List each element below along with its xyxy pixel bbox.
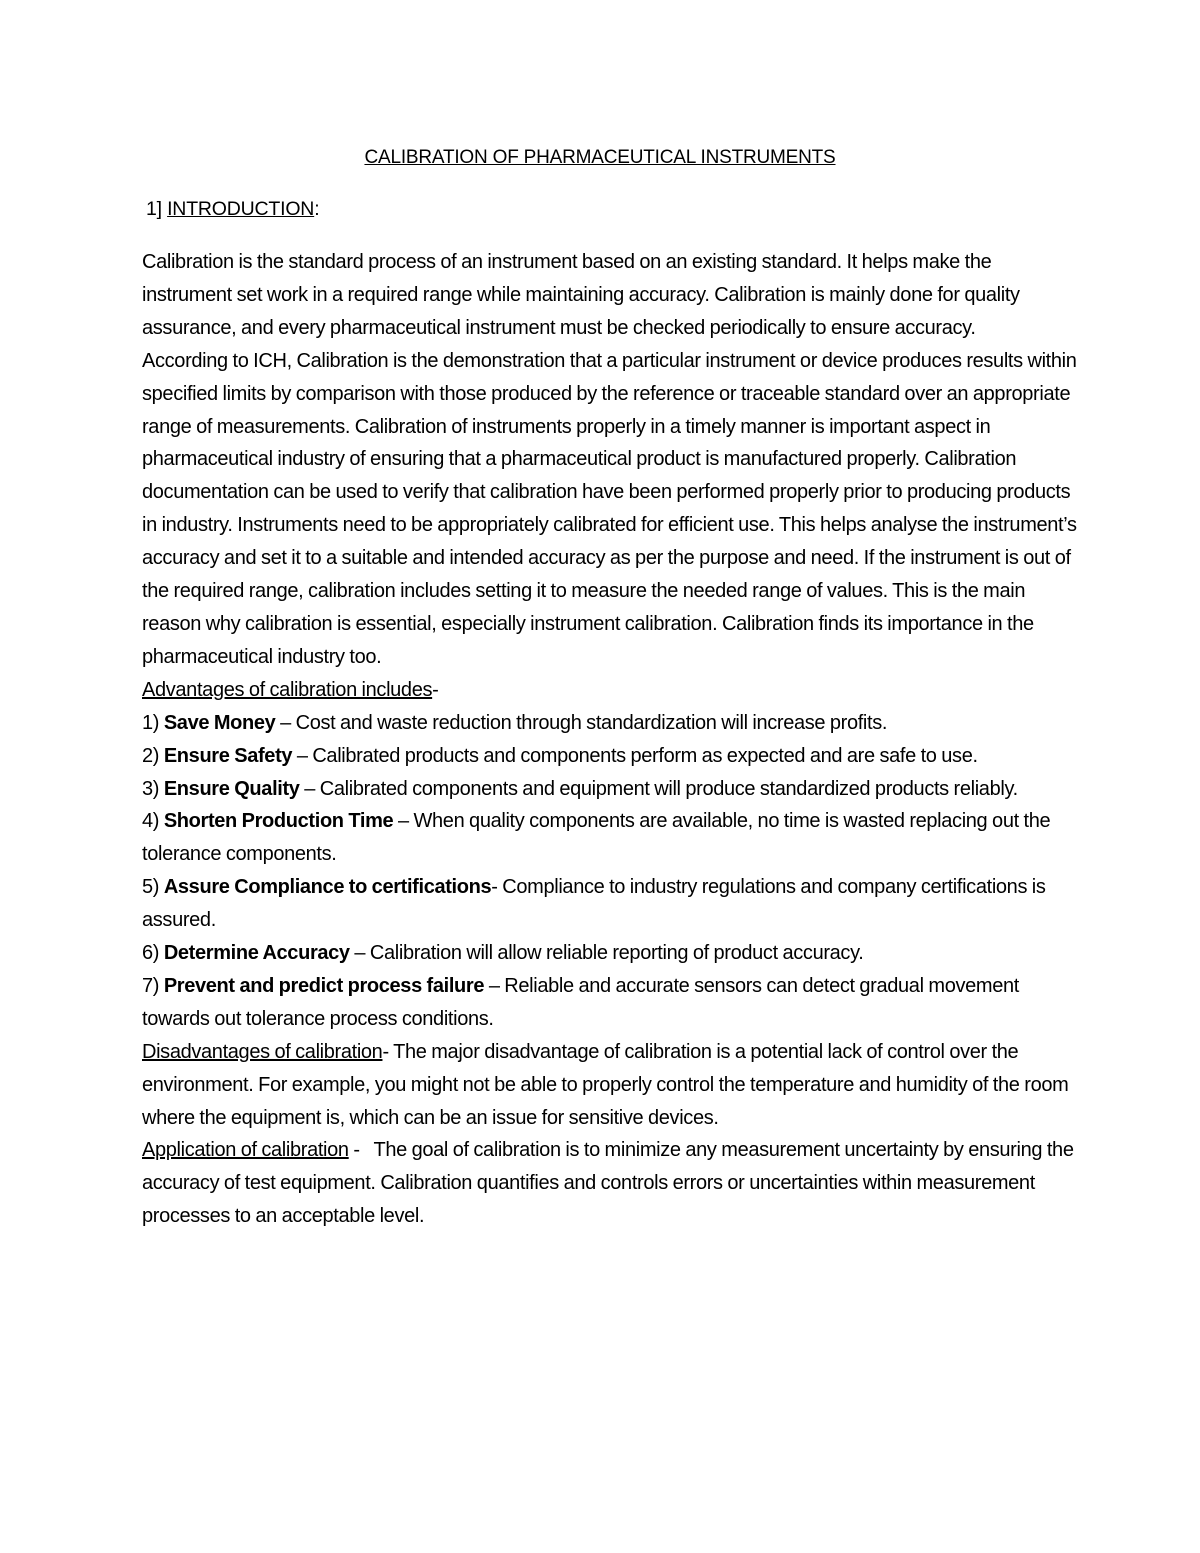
application-paragraph <box>142 1134 1082 1233</box>
advantage-text: – Calibrated products and components perform as expected and are safe to use. <box>292 744 978 767</box>
application-text: - The goal of calibration is to minimize any measurement uncertainty by ensuring the accuracy of test equipment. Calibration quantifies and controls errors or uncertainties within measurement processes to an acceptable level. <box>142 1139 1079 1228</box>
advantage-item <box>142 805 1082 871</box>
advantage-label: Determine Accuracy <box>163 942 350 965</box>
advantage-item <box>142 970 1082 1036</box>
advantage-label: Shorten Production Time <box>163 810 394 833</box>
advantage-text: – Reliable and accurate sensors can detect gradual movement towards out tolerance process conditions. <box>142 974 1019 1030</box>
advantage-text: – Calibrated components and equipment will produce standardized products reliably. <box>299 777 1018 800</box>
section-number: 1] <box>146 198 162 220</box>
advantage-text: – Calibration will allow reliable reporting of product accuracy. <box>349 942 864 965</box>
advantage-number: 3) <box>142 777 160 800</box>
advantage-item <box>142 707 1082 740</box>
advantage-item <box>142 740 1082 773</box>
intro-paragraph: Calibration is the standard process of an instrument based on an existing standard. It helps make the instrument set work in a required range while maintaining accuracy. Calibration is mainly done for quality assurance, and every pharmaceutical instrument must be checked periodically to ensure accuracy. <box>142 251 1020 339</box>
disadvantages-paragraph <box>142 1036 1082 1135</box>
document-title: CALIBRATION OF PHARMACEUTICAL INSTRUMENTS <box>364 147 836 168</box>
advantage-text: – Cost and waste reduction through standardization will increase profits. <box>275 711 888 734</box>
advantage-number: 1) <box>142 711 160 734</box>
ich-paragraph: According to ICH, Calibration is the demonstration that a particular instrument or device produces results within specified limits by comparison with those produced by the reference or traceable standard over an appropriate range of measurements. Calibration of instruments properly in a timely manner is important aspect in pharmaceutical industry of ensuring that a pharmaceutical product is manufactured properly. Calibration documentation can be used to verify that calibration have been performed properly prior to producing products in industry. Instruments need to be appropriately calibrated for efficient use. This helps analyse the instrument’s accuracy and set it to a suitable and intended accuracy as per the purpose and need. If the instrument is out of the required range, calibration includes setting it to measure the needed range of values. This is the main reason why calibration is essential, especially instrument calibration. Calibration finds its importance in the pharmaceutical industry too. <box>142 349 1077 668</box>
advantage-item <box>142 937 1082 970</box>
advantage-text: – When quality components are available, no time is wasted replacing out the tolerance components. <box>142 810 1051 866</box>
advantage-label: Save Money <box>163 711 276 734</box>
advantage-number: 2) <box>142 744 160 767</box>
document-body <box>142 246 1082 1233</box>
disadvantages-heading: Disadvantages of calibration <box>142 1040 383 1063</box>
advantage-label: Ensure Safety <box>163 744 293 767</box>
advantages-heading <box>142 674 1082 707</box>
advantage-number: 7) <box>142 974 160 997</box>
section-heading <box>146 196 319 222</box>
advantage-item <box>142 773 1082 806</box>
advantage-number: 4) <box>142 810 160 833</box>
advantage-label: Prevent and predict process failure <box>163 974 485 997</box>
advantage-text: - Compliance to industry regulations and company certifications is assured. <box>142 876 1046 932</box>
advantages-heading-text: Advantages of calibration includes <box>142 678 433 701</box>
advantage-item <box>142 871 1082 937</box>
section-heading-colon: : <box>314 198 320 220</box>
disadvantages-text: - The major disadvantage of calibration is a potential lack of control over the environment. For example, you might not be able to properly control the temperature and humidity of the room where the equipment is, which can be an issue for sensitive devices. <box>142 1040 1069 1129</box>
advantage-number: 6) <box>142 942 160 965</box>
advantage-label: Ensure Quality <box>163 777 300 800</box>
application-heading: Application of calibration <box>142 1139 349 1162</box>
section-heading-text: INTRODUCTION <box>167 198 315 220</box>
advantage-number: 5) <box>142 876 160 899</box>
advantage-label: Assure Compliance to certifications <box>163 876 492 899</box>
advantages-heading-suffix: - <box>432 678 439 701</box>
